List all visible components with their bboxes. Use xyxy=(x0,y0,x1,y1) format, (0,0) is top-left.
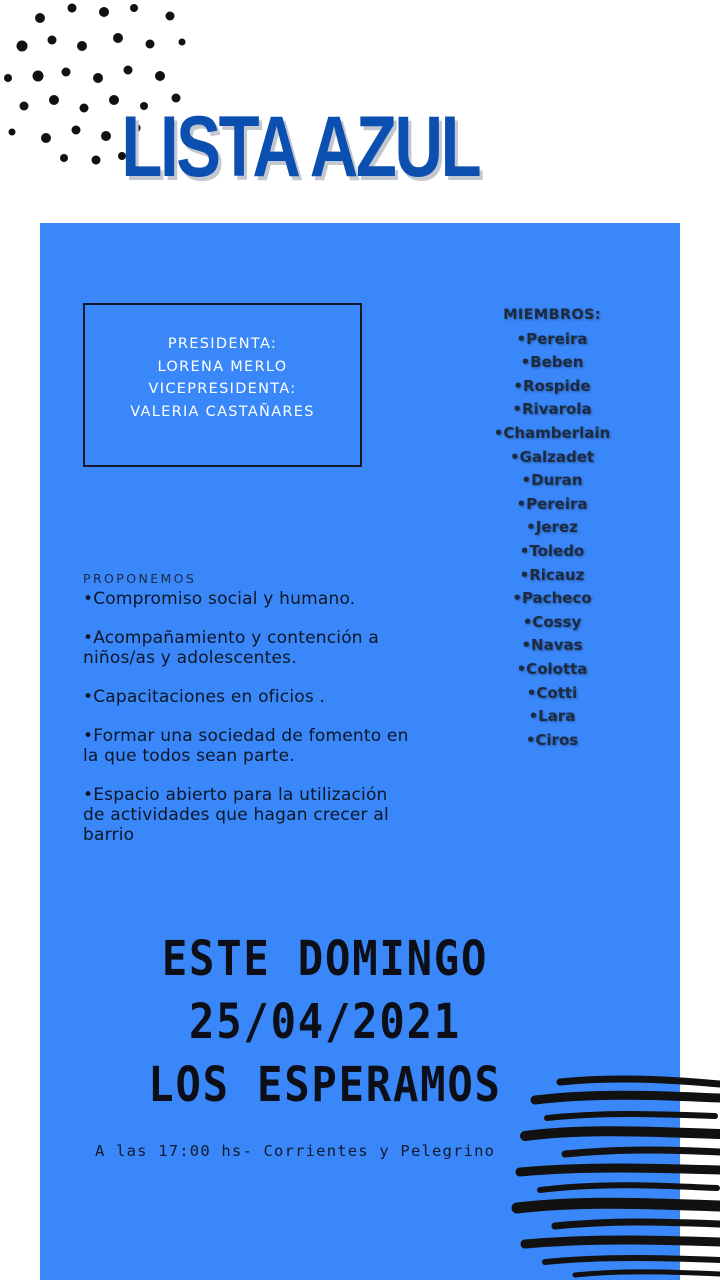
member-item: •Navas xyxy=(521,636,583,655)
officer-line: PRESIDENTA: xyxy=(167,336,278,352)
proposal-item: •Formar una sociedad de fomento en la que todos sean parte. xyxy=(83,726,409,766)
proposal-item: •Acompañamiento y contención a niños/as y adolescentes. xyxy=(83,628,380,668)
member-item: •Ciros xyxy=(525,730,579,749)
member-item: •Galzadet xyxy=(509,447,595,466)
officer-line: LORENA MERLO xyxy=(157,358,288,375)
member-item: •Colotta xyxy=(516,659,588,678)
event-line: LOS ESPERAMOS xyxy=(148,1057,502,1113)
proposal-item: •Espacio abierto para la utilización de actividades que hagan crecer al barrio xyxy=(83,785,389,845)
member-item: •Jerez xyxy=(526,518,578,537)
member-item: •Toledo xyxy=(519,541,585,560)
event-line: ESTE DOMINGO xyxy=(161,931,489,987)
member-item: •Beben xyxy=(520,353,584,372)
members-list xyxy=(470,304,634,752)
proposals-section xyxy=(83,571,413,864)
officer-line: VALERIA CASTAÑARES xyxy=(130,403,315,420)
proposals-label: PROPONEMOS xyxy=(83,571,197,586)
member-item: •Rivarola xyxy=(512,400,592,419)
member-item: •Cotti xyxy=(526,683,578,702)
member-item: •Pereira xyxy=(516,329,588,348)
member-item: •Chamberlain xyxy=(493,423,611,442)
member-item: •Pereira xyxy=(516,494,588,513)
proposal-item: •Capacitaciones en oficios . xyxy=(83,687,326,707)
member-item: •Lara xyxy=(528,707,576,726)
proposal-item: •Compromiso social y humano. xyxy=(83,589,356,609)
decorative-scribble xyxy=(505,1070,720,1280)
member-item: •Cossy xyxy=(522,612,582,631)
members-heading: MIEMBROS: xyxy=(503,307,601,323)
officers-box xyxy=(83,303,362,467)
member-item: •Ricauz xyxy=(519,565,585,584)
page-title: LISTA AZUL xyxy=(121,99,480,195)
member-item: •Rospide xyxy=(513,376,591,395)
member-item: •Duran xyxy=(521,471,583,490)
event-date: 25/04/2021 xyxy=(189,994,461,1050)
officer-line: VICEPRESIDENTA: xyxy=(148,381,297,397)
event-details: A las 17:00 hs- Corrientes y Pelegrino xyxy=(95,1142,496,1160)
member-item: •Pacheco xyxy=(512,589,592,608)
